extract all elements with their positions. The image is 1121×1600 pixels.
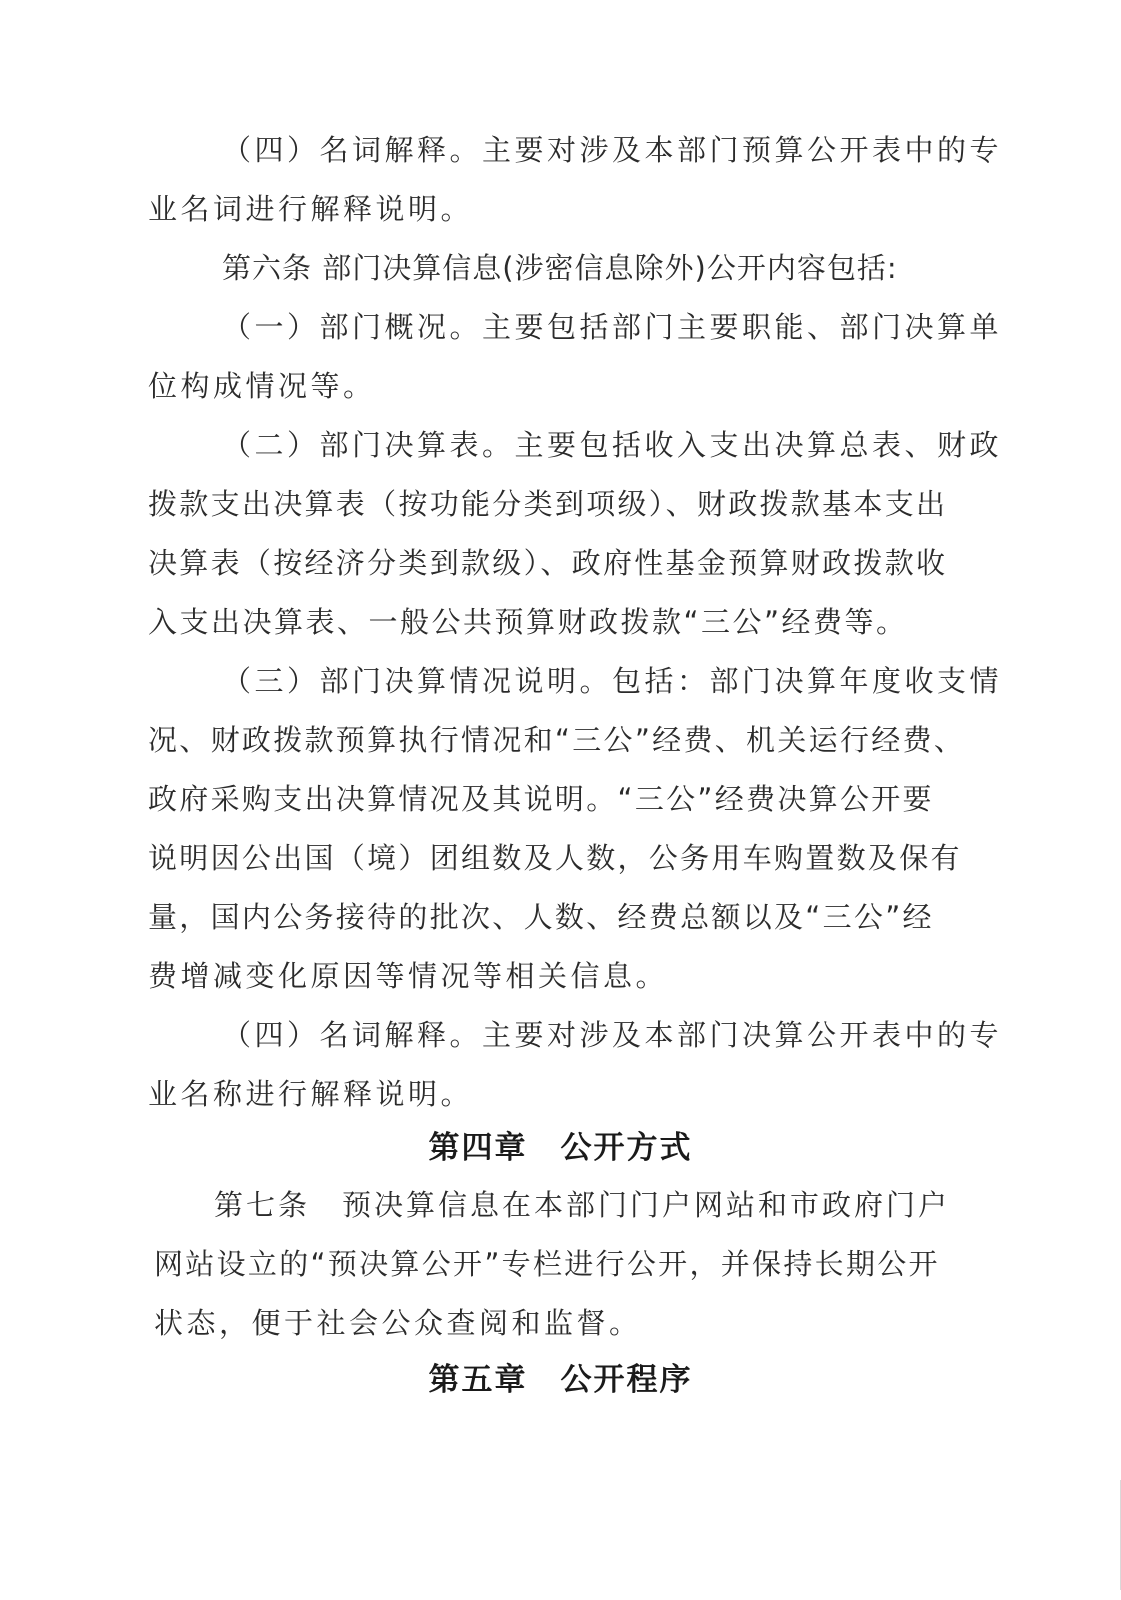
paragraph-line: 决算表（按经济分类到款级）、政府性基金预算财政拨款收 bbox=[148, 546, 948, 580]
paragraph-line: （四）名词解释。主要对涉及本部门决算公开表中的专 bbox=[222, 1018, 1003, 1052]
article-seven-line: 第七条 预决算信息在本部门门户网站和市政府门户 bbox=[214, 1188, 951, 1222]
paragraph-line: （三）部门决算情况说明。包括：部门决算年度收支情 bbox=[222, 664, 1003, 698]
paragraph-line: 网站设立的“预决算公开”专栏进行公开，并保持长期公开 bbox=[154, 1247, 940, 1281]
paragraph-line: （一）部门概况。主要包括部门主要职能、部门决算单 bbox=[222, 310, 1003, 344]
paragraph-line: （四）名词解释。主要对涉及本部门预算公开表中的专 bbox=[222, 133, 1003, 167]
paragraph-line: 说明因公出国（境）团组数及人数，公务用车购置数及保有 bbox=[148, 841, 962, 875]
chapter-five-heading: 第五章 公开程序 bbox=[428, 1362, 693, 1398]
paragraph-line: 业名词进行解释说明。 bbox=[148, 192, 474, 226]
article-six-line: 第六条 部门决算信息(涉密信息除外)公开内容包括: bbox=[222, 251, 898, 285]
paragraph-line: 拨款支出决算表（按功能分类到项级）、财政拨款基本支出 bbox=[148, 487, 948, 521]
chapter-four-heading: 第四章 公开方式 bbox=[428, 1130, 693, 1166]
paragraph-line: 状态，便于社会公众查阅和监督。 bbox=[154, 1306, 642, 1340]
paragraph-line: 位构成情况等。 bbox=[148, 369, 376, 403]
paragraph-line: 费增减变化原因等情况等相关信息。 bbox=[148, 959, 669, 993]
paragraph-line: 入支出决算表、一般公共预算财政拨款“三公”经费等。 bbox=[148, 605, 908, 639]
paragraph-line: 况、财政拨款预算执行情况和“三公”经费、机关运行经费、 bbox=[148, 723, 966, 757]
paragraph-line: 量，国内公务接待的批次、人数、经费总额以及“三公”经 bbox=[148, 900, 934, 934]
paragraph-line: （二）部门决算表。主要包括收入支出决算总表、财政 bbox=[222, 428, 1003, 462]
paragraph-line: 业名称进行解释说明。 bbox=[148, 1077, 474, 1111]
paragraph-line: 政府采购支出决算情况及其说明。“三公”经费决算公开要 bbox=[148, 782, 934, 816]
